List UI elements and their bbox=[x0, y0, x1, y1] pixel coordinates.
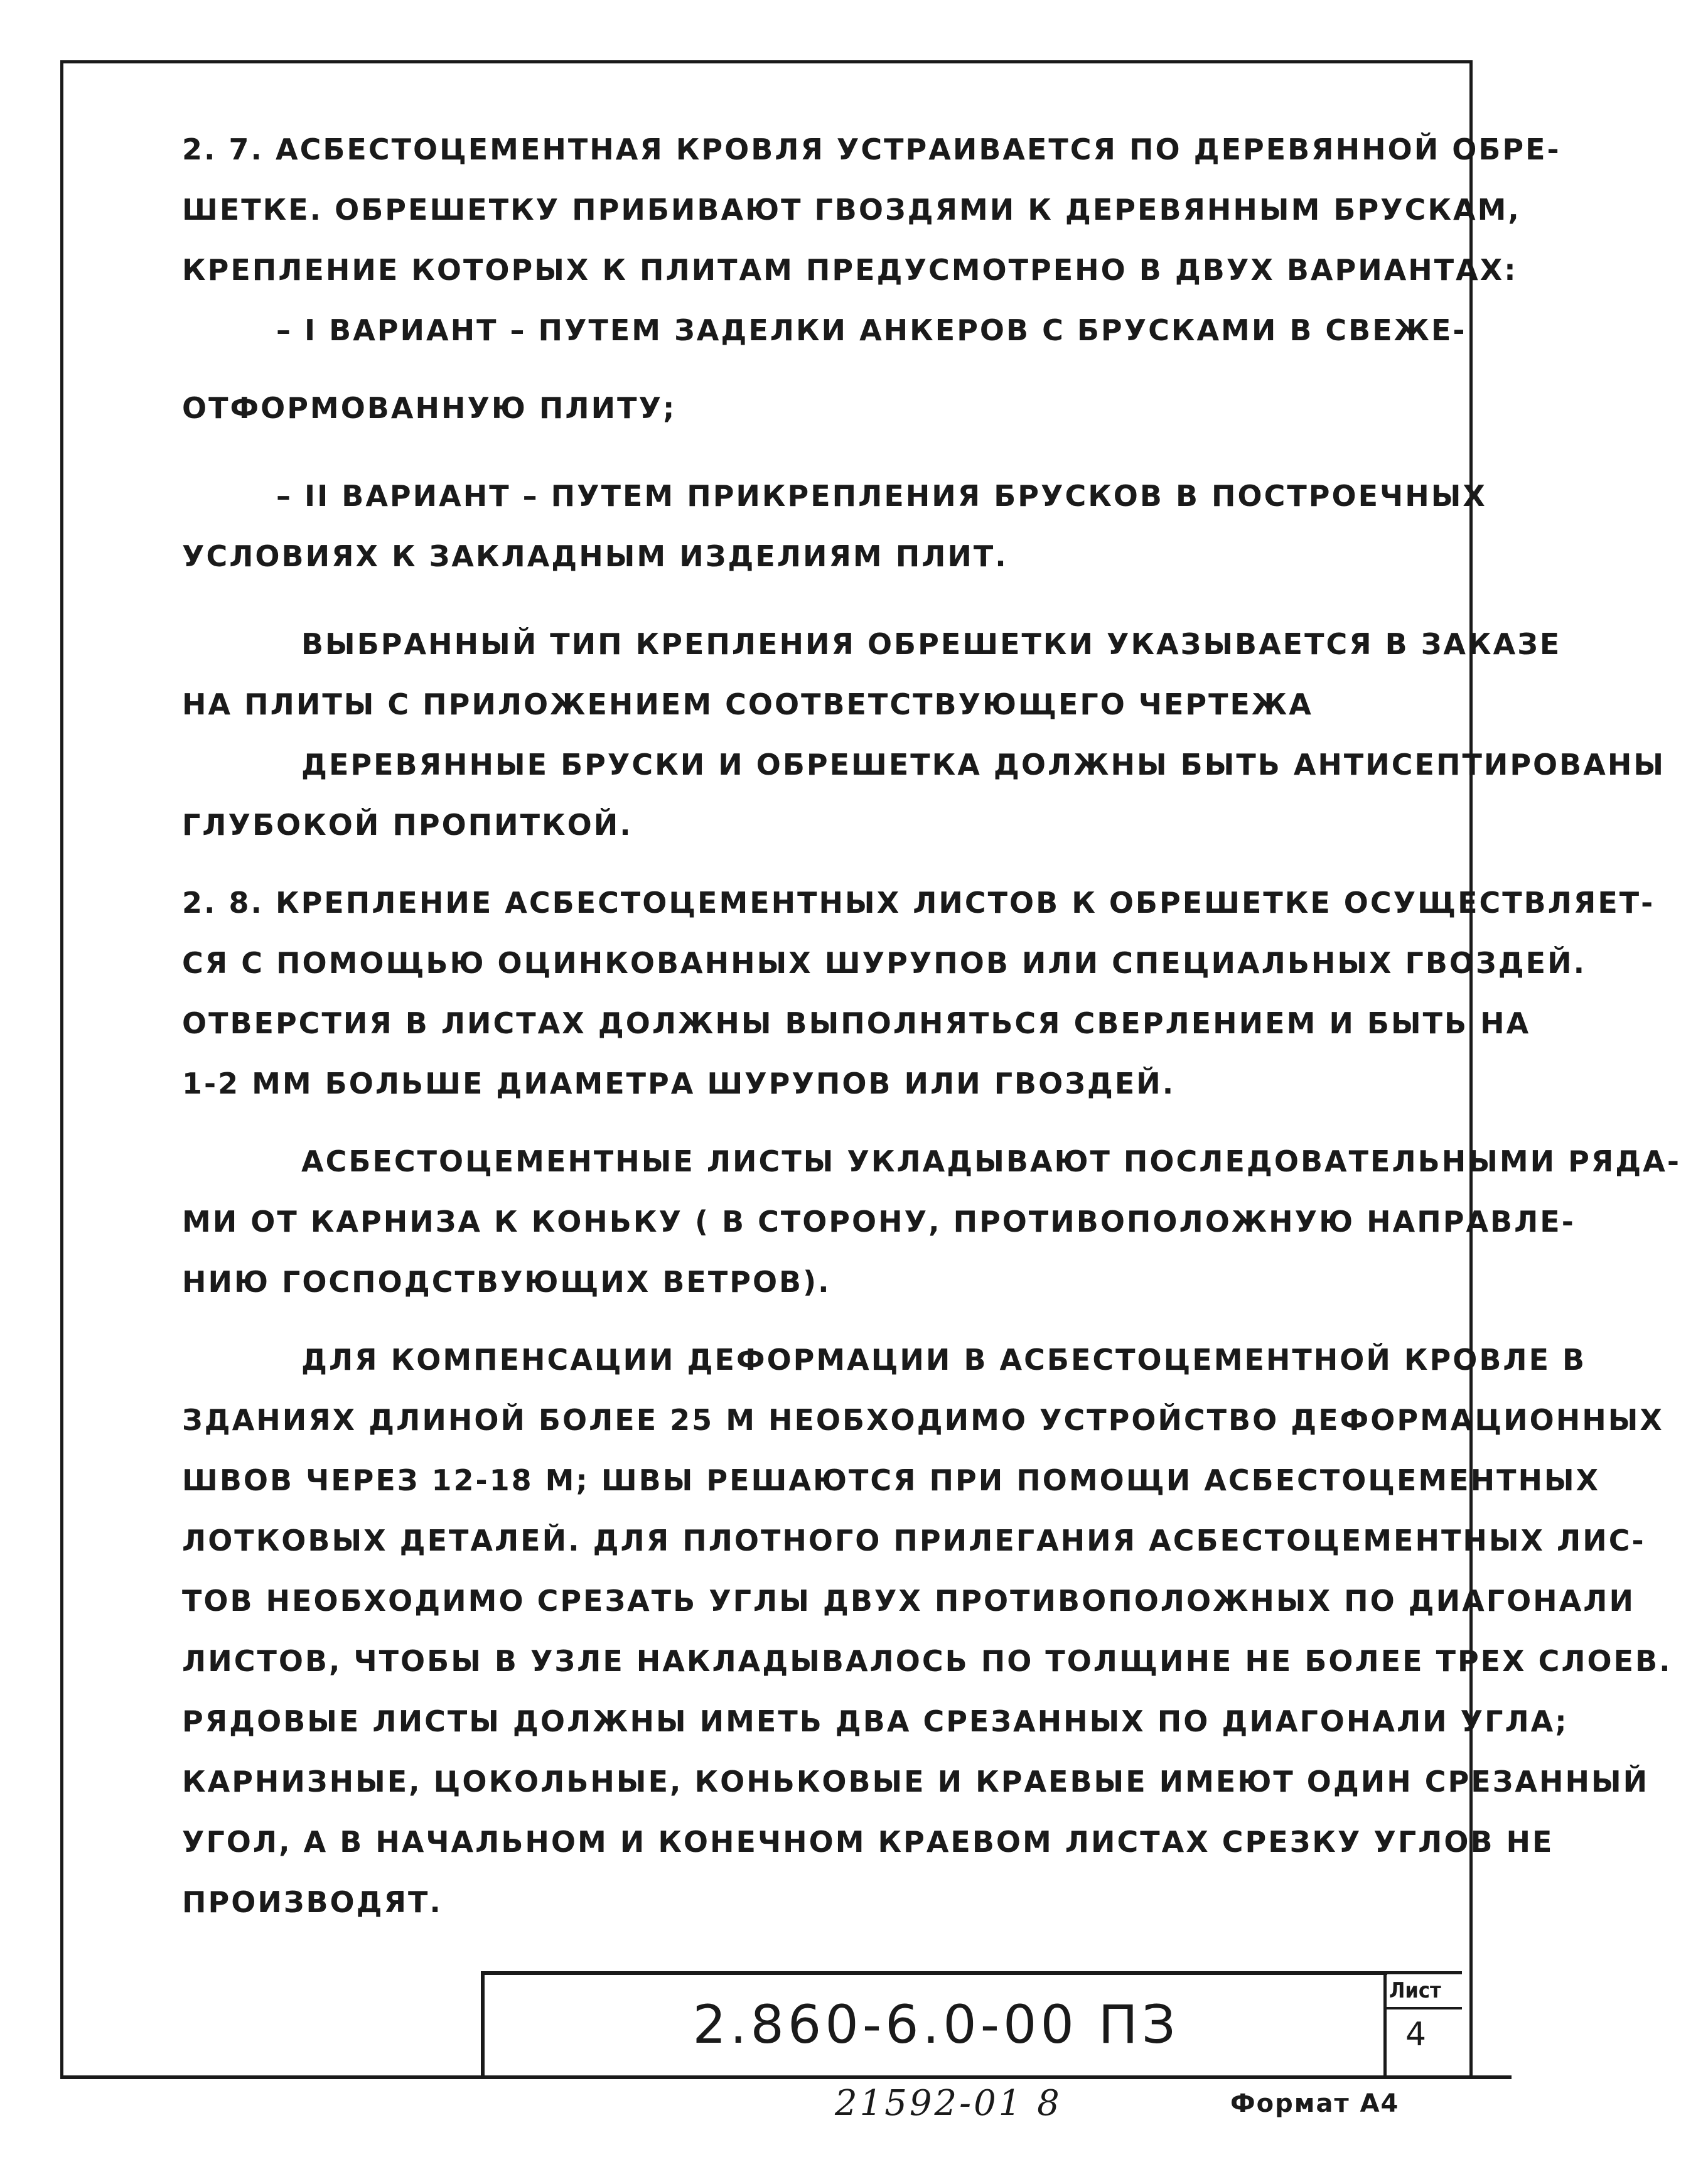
text-line: АСБЕСТОЦЕМЕНТНЫЕ ЛИСТЫ УКЛАДЫВАЮТ ПОСЛЕДОВАТЕЛЬНЫМИ РЯДA- bbox=[301, 1144, 1681, 1178]
sheet-number: 4 bbox=[1405, 2016, 1427, 2053]
text-line: ШЕТКЕ. ОБРЕШЕТКУ ПРИБИВАЮТ ГВОЗДЯМИ К ДЕРЕВЯННЫМ БРУСКАМ, bbox=[182, 193, 1521, 227]
text-line: СЯ С ПОМОЩЬЮ ОЦИНКОВАННЫХ ШУРУПОВ ИЛИ СПЕЦИАЛЬНЫХ ГВОЗДЕЙ. bbox=[182, 946, 1587, 980]
text-line: ДЛЯ КОМПЕНСАЦИИ ДЕФОРМАЦИИ В АСБЕСТОЦЕМЕНТНОЙ КРОВЛЕ В bbox=[301, 1343, 1587, 1377]
text-line: ОТФОРМОВАННУЮ ПЛИТУ; bbox=[182, 391, 677, 425]
document-code: 2.860-6.0-00 ПЗ bbox=[692, 1994, 1179, 2055]
text-line: НИЮ ГОСПОДСТВУЮЩИХ ВЕТРОВ). bbox=[182, 1265, 831, 1299]
paper-format: Формат А4 bbox=[1230, 2089, 1400, 2118]
text-line: ВЫБРАННЫЙ ТИП КРЕПЛЕНИЯ ОБРЕШЕТКИ УКАЗЫВАЕТСЯ В ЗАКАЗЕ bbox=[301, 627, 1562, 661]
sheet-cell-divider bbox=[1387, 2007, 1462, 2009]
text-line: РЯДОВЫЕ ЛИСТЫ ДОЛЖНЫ ИМЕТЬ ДВА СРЕЗАННЫХ ПО ДИАГОНАЛИ УГЛА; bbox=[182, 1704, 1569, 1738]
text-line: 1-2 ММ БОЛЬШЕ ДИАМЕТРА ШУРУПОВ ИЛИ ГВОЗДЕЙ. bbox=[182, 1067, 1176, 1100]
text-line: ДЕРЕВЯННЫЕ БРУСКИ И ОБРЕШЕТКА ДОЛЖНЫ БЫТЬ АНТИСЕПТИРОВАНЫ bbox=[301, 748, 1665, 782]
text-line: МИ ОТ КАРНИЗА К КОНЬКУ ( В СТОРОНУ, ПРОТИВОПОЛОЖНУЮ НАПРАВЛЕ- bbox=[182, 1205, 1576, 1239]
text-line: КРЕПЛЕНИЕ КОТОРЫХ К ПЛИТАМ ПРЕДУСМОТРЕНО В ДВУХ ВАРИАНТАХ: bbox=[182, 253, 1518, 287]
text-line: ОТВЕРСТИЯ В ЛИСТАХ ДОЛЖНЫ ВЫПОЛНЯТЬСЯ СВЕРЛЕНИЕМ И БЫТЬ НА bbox=[182, 1006, 1531, 1040]
text-line: НА ПЛИТЫ С ПРИЛОЖЕНИЕМ СООТВЕТСТВУЮЩЕГО ЧЕРТЕЖА bbox=[182, 687, 1313, 721]
text-line: КАРНИЗНЫЕ, ЦОКОЛЬНЫЕ, КОНЬКОВЫЕ И КРАЕВЫЕ ИМЕЮТ ОДИН СРЕЗАННЫЙ bbox=[182, 1765, 1650, 1799]
explanatory-note-text bbox=[182, 119, 1681, 1932]
text-line: ШВОВ ЧЕРЕЗ 12-18 М; ШВЫ РЕШАЮТСЯ ПРИ ПОМОЩИ АСБЕСТОЦЕМЕНТНЫХ bbox=[182, 1463, 1601, 1497]
text-line: 2. 7. АСБЕСТОЦЕМЕНТНАЯ КРОВЛЯ УСТРАИВАЕТСЯ ПО ДЕРЕВЯННОЙ ОБРЕ- bbox=[182, 132, 1561, 166]
text-line: ТОВ НЕОБХОДИМО СРЕЗАТЬ УГЛЫ ДВУХ ПРОТИВОПОЛОЖНЫХ ПО ДИАГОНАЛИ bbox=[182, 1584, 1635, 1618]
text-line: ПРОИЗВОДЯТ. bbox=[182, 1885, 443, 1919]
text-line: УСЛОВИЯХ К ЗАКЛАДНЫМ ИЗДЕЛИЯМ ПЛИТ. bbox=[182, 539, 1008, 573]
text-line: 2. 8. КРЕПЛЕНИЕ АСБЕСТОЦЕМЕНТНЫХ ЛИСТОВ К ОБРЕШЕТКЕ ОСУЩЕСТВЛЯЕТ- bbox=[182, 886, 1655, 920]
sheet-label: Лист bbox=[1389, 1978, 1441, 2003]
title-block bbox=[481, 1971, 1387, 2079]
text-line: ЛИСТОВ, ЧТОБЫ В УЗЛЕ НАКЛАДЫВАЛОСЬ ПО ТОЛЩИНЕ НЕ БОЛЕЕ ТРЕХ СЛОЕВ. bbox=[182, 1644, 1672, 1678]
text-line: ЛОТКОВЫХ ДЕТАЛЕЙ. ДЛЯ ПЛОТНОГО ПРИЛЕГАНИЯ АСБЕСТОЦЕМЕНТНЫХ ЛИС- bbox=[182, 1524, 1646, 1557]
text-line: ЗДАНИЯХ ДЛИНОЙ БОЛЕЕ 25 М НЕОБХОДИМО УСТРОЙСТВО ДЕФОРМАЦИОННЫХ bbox=[182, 1403, 1664, 1437]
text-line: – II ВАРИАНТ – ПУТЕМ ПРИКРЕПЛЕНИЯ БРУСКОВ В ПОСТРОЕЧНЫХ bbox=[276, 479, 1487, 513]
text-line: – I ВАРИАНТ – ПУТЕМ ЗАДЕЛКИ АНКЕРОВ С БРУСКАМИ В СВЕЖЕ- bbox=[276, 313, 1467, 347]
sheet-number-cell bbox=[1383, 1971, 1462, 2079]
text-line: УГОЛ, А В НАЧАЛЬНОМ И КОНЕЧНОМ КРАЕВОМ ЛИСТАХ СРЕЗКУ УГЛОВ НЕ bbox=[182, 1825, 1554, 1859]
inventory-number: 21592-01 8 bbox=[835, 2083, 1062, 2124]
text-line: ГЛУБОКОЙ ПРОПИТКОЙ. bbox=[182, 808, 633, 842]
